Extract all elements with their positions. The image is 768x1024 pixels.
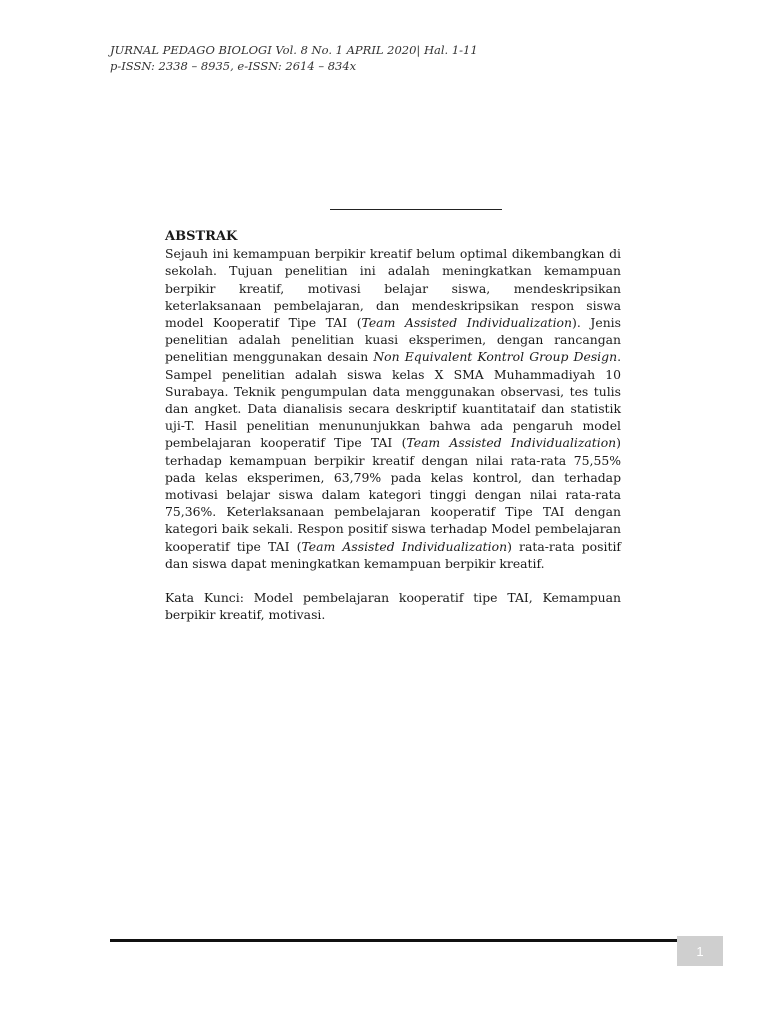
abstract-italic-term: Team Assisted Individualization [301,538,508,554]
abstract-italic-term: Team Assisted Individualization [406,435,617,451]
abstract-text-segment: ) terhadap kemampuan berpikir kreatif dengan nilai rata-rata 75,55% pada kelas eksperimen, 63,79% pada kelas kontrol, dan terhadap motivasi belajar siswa dalam kategori tinggi dengan nilai rata-rata 75,36%. Keterlaksanaan pembelajaran kooperatif Tipe TAI dengan kategori baik sekali. Respon positif siswa terhadap Model pembelajaran kooperatif tipe TAI ( [165,435,621,554]
abstract-italic-term: Non Equivalent Kontrol Group Design [373,349,618,365]
issn-line: p-ISSN: 2338 – 8935, e-ISSN: 2614 – 834x [110,59,357,73]
journal-citation: JURNAL PEDAGO BIOLOGI Vol. 8 No. 1 APRIL 2020| Hal. 1-11 [110,43,478,57]
abstract-text-segment: Sejauh ini kemampuan berpikir kreatif belum optimal dikembangkan di sekolah. Tujuan penelitian ini adalah meningkatkan kemampuan berpikir kreatif, motivasi belajar siswa, mendeskripsikan keterlaksanaan pembelajaran, dan mendeskripsikan respon siswa model Kooperatif Tipe TAI ( [165,246,621,331]
abstract-heading: ABSTRAK [165,229,238,244]
abstract-section [165,228,621,624]
page-number: 1 [677,936,723,966]
keywords: Kata Kunci: Model pembelajaran kooperatif tipe TAI, Kemampuan berpikir kreatif, motivasi. [165,590,621,623]
journal-header [110,42,478,74]
abstract-text-segment: ). Jenis penelitian adalah penelitian kuasi eksperimen, dengan rancangan penelitian menggunakan desain [165,315,621,365]
abstract-body [165,245,621,572]
footer-divider [110,939,677,942]
abstract-text-segment: ) rata-rata positif dan siswa dapat meningkatkan kemampuan berpikir kreatif. [165,538,621,571]
abstract-text-segment: . Sampel penelitian adalah siswa kelas X SMA Muhammadiyah 10 Surabaya. Teknik pengumpulan data menggunakan observasi, tes tulis dan angket. Data dianalisis secara deskriptif kuantitataif dan statistik uji-T. Hasil penelitian menununjukkan bahwa ada pengaruh model pembelajaran kooperatif Tipe TAI ( [165,349,622,451]
title-divider [330,209,502,210]
abstract-italic-term: Team Assisted Individualization [361,315,573,331]
